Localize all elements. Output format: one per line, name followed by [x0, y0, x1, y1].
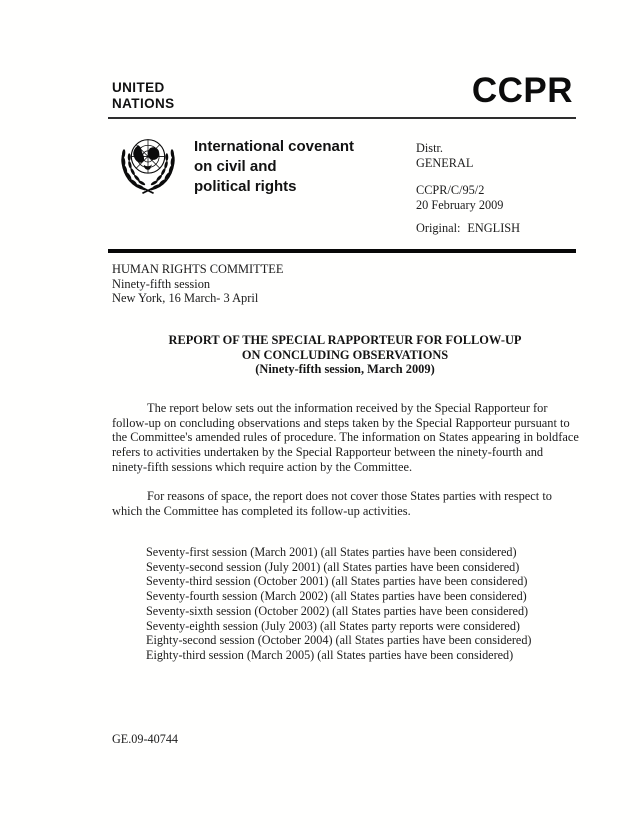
doc-date: 20 February 2009	[416, 197, 504, 212]
session-list-item: Seventy-eighth session (July 2003) (all States party reports were considered)	[146, 618, 520, 633]
report-title-line-3: (Ninety-fifth session, March 2009)	[255, 362, 435, 377]
sessions-list	[146, 545, 531, 663]
org-line-united: UNITED	[112, 80, 165, 95]
covenant-line-2: on civil and	[194, 158, 277, 175]
doc-symbol: CCPR	[471, 71, 573, 110]
distr-value: GENERAL	[416, 155, 474, 170]
committee-venue: New York, 16 March- 3 April	[112, 291, 259, 306]
report-title-line-1: REPORT OF THE SPECIAL RAPPORTEUR FOR FOLLOW-UP	[168, 333, 522, 347]
original-label: Original:	[416, 221, 461, 236]
doc-ref: CCPR/C/95/2	[416, 183, 485, 198]
section-rule	[108, 249, 576, 253]
report-title-line-2: ON CONCLUDING OBSERVATIONS	[241, 347, 449, 362]
session-list-item: Seventy-fourth session (March 2002) (all States parties have been considered)	[146, 589, 527, 604]
covenant-line-3: political rights	[194, 178, 297, 195]
body-paragraph: For reasons of space, the report does not cover those States parties with respect to which the Committee has completed its follow-up activities.	[112, 489, 552, 518]
session-list-item: Eighty-third session (March 2005) (all States parties have been considered)	[146, 647, 514, 662]
body-paragraph: The report below sets out the information received by the Special Rapporteur for follow-up on concluding observations and steps taken by the Special Rapporteur pursuant to the Committee's amended rules of procedure. The information on States appearing in boldface refers to activities undertaken by the Special Rapporteur between the ninety-fourth and ninety-fifth sessions which require action by the Committee.	[112, 401, 579, 474]
ge-reference: GE.09-40744	[112, 732, 179, 746]
covenant-line-1: International covenant	[194, 138, 355, 155]
header-rule	[108, 117, 576, 119]
distr-label: Distr.	[416, 141, 443, 155]
committee-name: HUMAN RIGHTS COMMITTEE	[112, 262, 284, 276]
report-title	[112, 333, 578, 377]
session-list-item: Seventy-second session (July 2001) (all States parties have been considered)	[146, 559, 520, 574]
committee-session: Ninety-fifth session	[112, 276, 211, 291]
session-list-item: Seventy-first session (March 2001) (all States parties have been considered)	[146, 545, 517, 559]
session-list-item: Eighty-second session (October 2004) (all States parties have been considered)	[146, 633, 532, 648]
org-line-nations: NATIONS	[112, 95, 175, 111]
committee-block	[112, 262, 283, 306]
covenant-title	[194, 137, 354, 197]
original-language	[416, 221, 520, 236]
org-name	[112, 80, 175, 111]
original-value: ENGLISH	[467, 221, 521, 236]
session-list-item: Seventy-sixth session (October 2002) (all States parties have been considered)	[146, 603, 529, 618]
session-list-item: Seventy-third session (October 2001) (all States parties have been considered)	[146, 574, 528, 589]
un-emblem-icon	[111, 130, 185, 194]
distribution-meta	[416, 141, 520, 236]
